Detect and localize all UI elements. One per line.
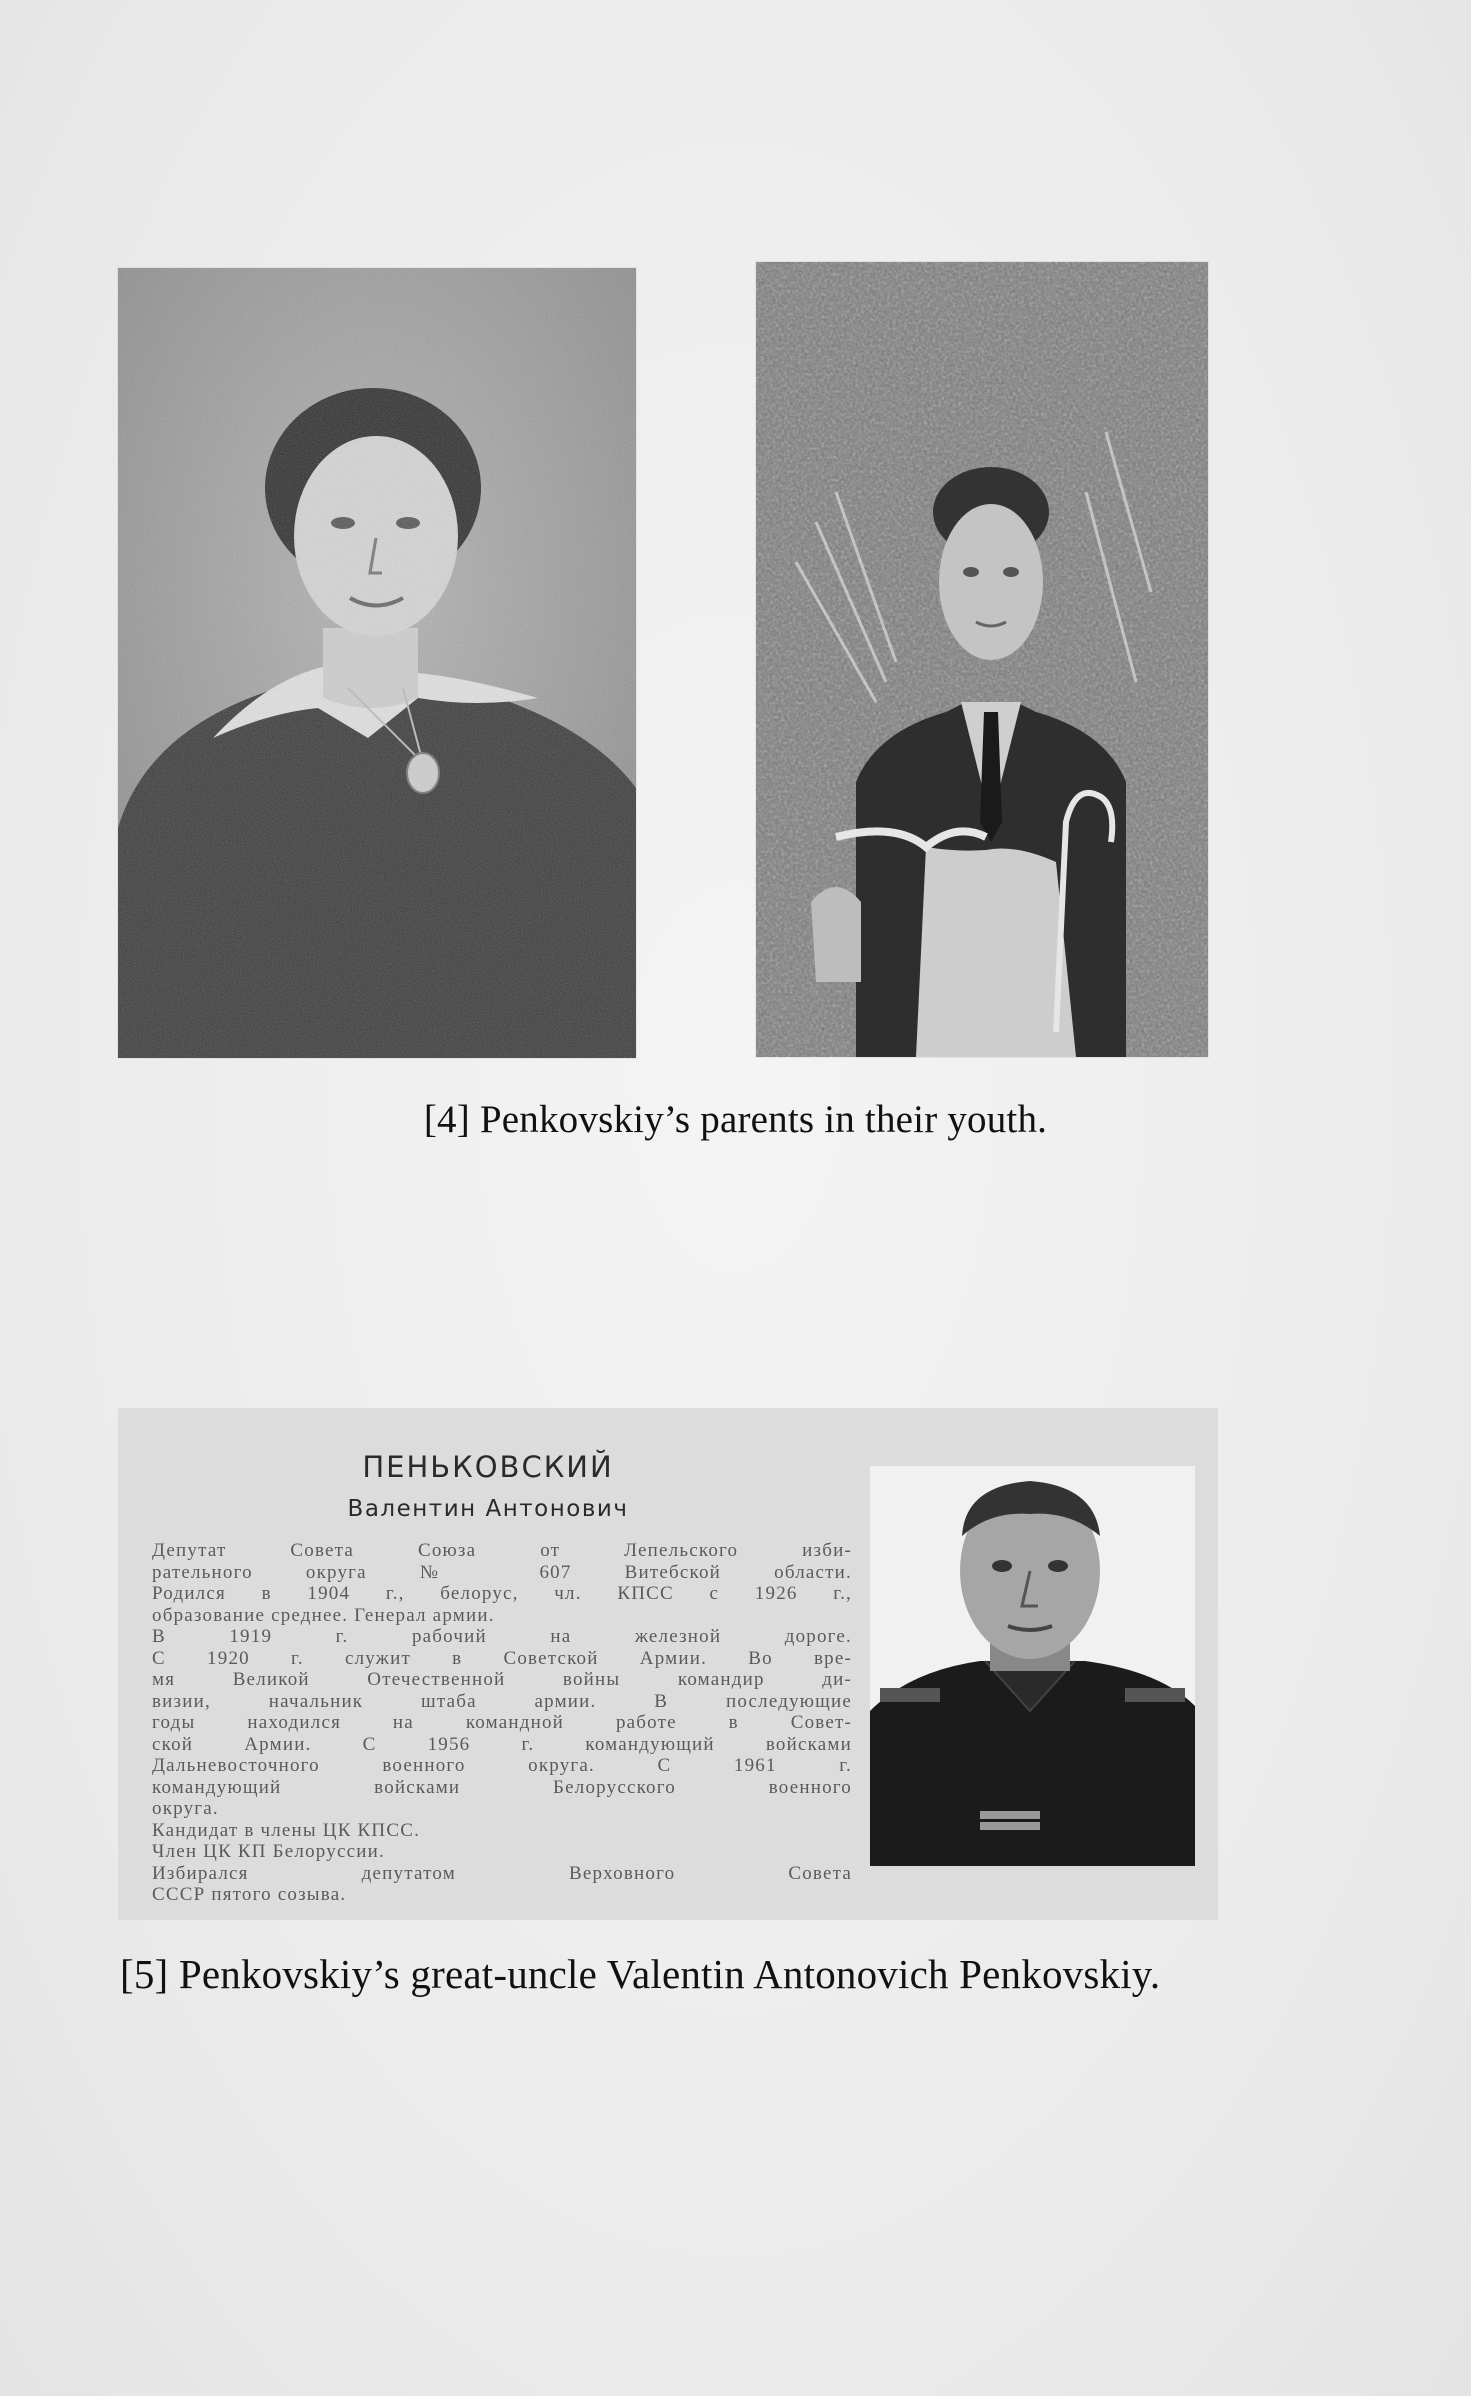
entry-line: рательного округа № 607 Витебской области. bbox=[152, 1561, 852, 1583]
figure-4-caption: [4] Penkovskiy’s parents in their youth. bbox=[423, 1098, 1048, 1141]
entry-line: округа. bbox=[152, 1798, 219, 1819]
entry-line: СССР пятого созыва. bbox=[152, 1884, 347, 1905]
entry-line: годы находился на командной работе в Совет- bbox=[152, 1712, 852, 1733]
entry-line: Избирался депутатом Верховного Совета bbox=[152, 1862, 852, 1884]
general-portrait-photo bbox=[870, 1466, 1195, 1866]
entry-line: С 1920 г. служит в Советской Армии. Во вре- bbox=[152, 1647, 852, 1669]
mother-portrait-photo bbox=[118, 268, 636, 1058]
entry-line: Родился в 1904 г., белорус, чл. КПСС с 1926 г., bbox=[152, 1583, 852, 1604]
entry-name: Валентин Антонович bbox=[347, 1496, 629, 1522]
entry-line: визии, начальник штаба армии. В последующие bbox=[152, 1690, 852, 1712]
entry-line: командующий войсками Белорусского военного bbox=[152, 1776, 852, 1798]
entry-line: Дальневосточного военного округа. С 1961 г. bbox=[152, 1755, 852, 1776]
entry-line: Депутат Совета Союза от Лепельского изби- bbox=[152, 1540, 852, 1561]
entry-line: образование среднее. Генерал армии. bbox=[152, 1604, 495, 1626]
entry-line: В 1919 г. рабочий на железной дороге. bbox=[152, 1626, 852, 1647]
entry-line: ской Армии. С 1956 г. командующий войсками bbox=[152, 1733, 852, 1755]
entry-line: мя Великой Отечественной войны командир ди- bbox=[152, 1669, 852, 1690]
figure-5-caption: [5] Penkovskiy’s great-uncle Valentin Antonovich Penkovskiy. bbox=[120, 1951, 1161, 1997]
entry-line: Кандидат в члены ЦК КПСС. bbox=[152, 1819, 421, 1841]
entry-line: Член ЦК КП Белоруссии. bbox=[152, 1841, 385, 1862]
entry-surname: ПЕНЬКОВСКИЙ bbox=[362, 1450, 614, 1484]
entry-text bbox=[152, 1540, 852, 1906]
father-portrait-photo bbox=[756, 262, 1208, 1057]
biography-clipping bbox=[118, 1408, 1218, 1920]
